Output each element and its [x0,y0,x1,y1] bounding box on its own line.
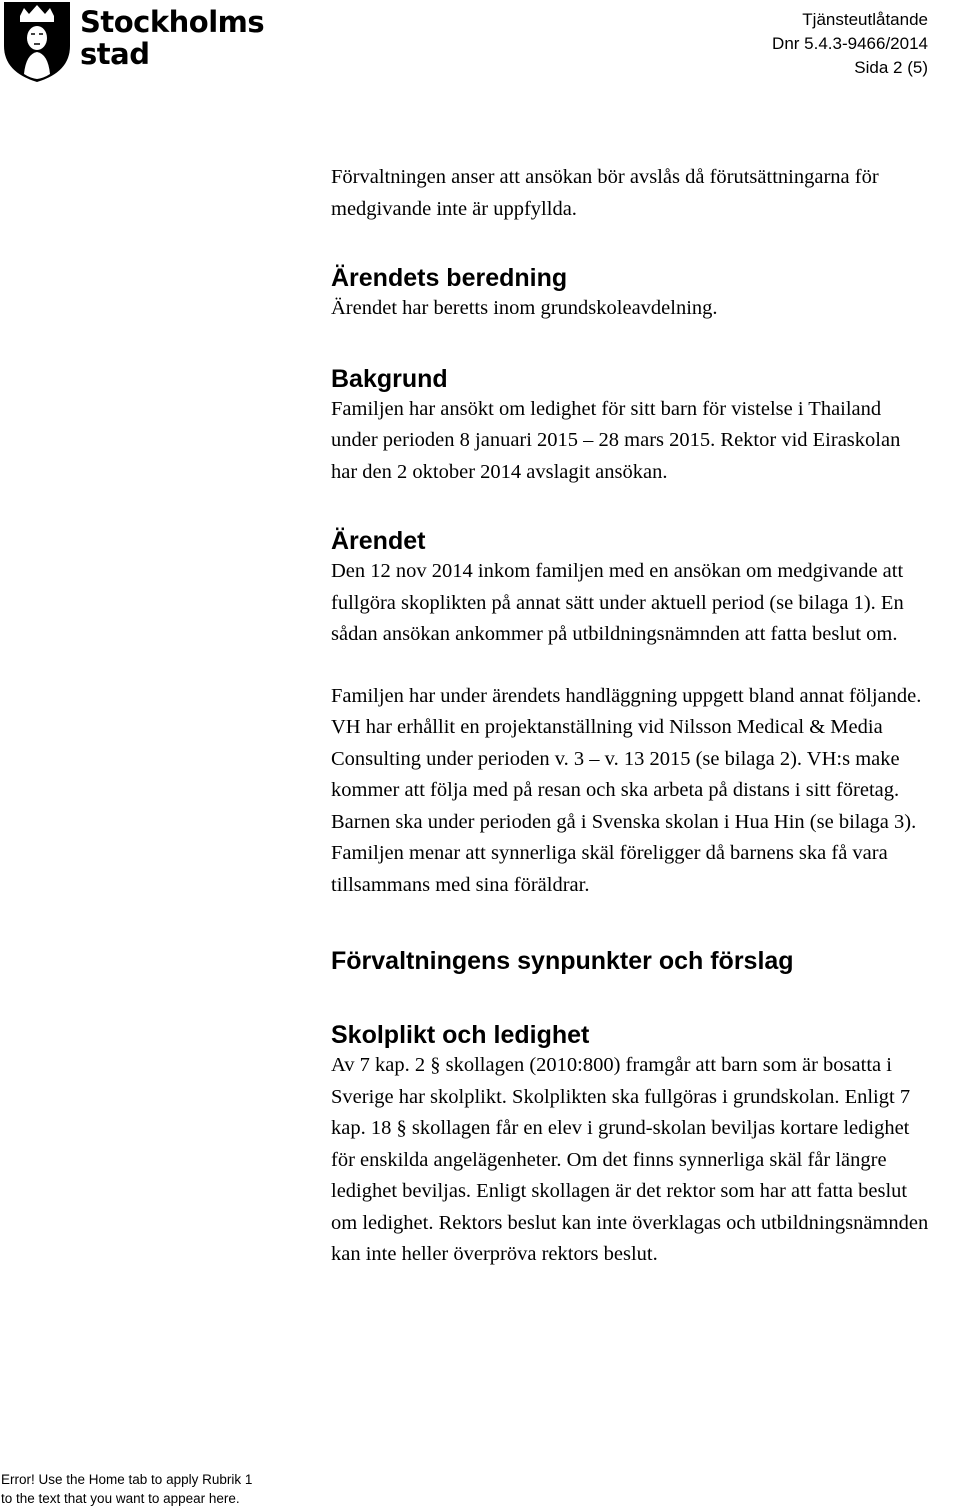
doc-type: Tjänsteutlåtande [802,10,928,29]
stockholms-stad-logo [0,0,265,84]
paragraph-bakgrund: Familjen har ansökt om ledighet för sitt barn för vistelse i Thailand under perioden 8 januari 2015 – 28 mars 2015. Rektor vid Eiraskolan har den 2 oktober 2014 avslagit ansökan. [331,397,901,483]
footer-line-2: to the text that you want to appear here. [1,1491,240,1506]
logo-word-2: stad [80,37,150,71]
logo-word-1: Stockholms [80,5,265,39]
crown-shield-icon [0,0,74,84]
logo-wordmark [80,6,264,70]
page-number: Sida 2 (5) [854,58,928,77]
paragraph-beredning: Ärendet har beretts inom grundskoleavdelning. [331,297,718,319]
main-heading: Förvaltningens synpunkter och förslag [331,947,794,975]
subsection-paragraph: Av 7 kap. 2 § skollagen (2010:800) framgår att barn som är bosatta i Sverige har skolplikt. Skolplikten ska fullgöras i grundskolan. Enligt 7 kap. 18 § skollagen får en elev i grund-skolan beviljas kortare ledighet för enskilda angelägenheter. Om det finns synnerliga skäl får längre ledighet beviljas. Enligt skollagen är det rektor som har att fatta beslut om ledighet. Rektors beslut kan inte överklagas och utbildningsnämnden kan inte heller överpröva rektors beslut. [331,1054,929,1265]
doc-number: Dnr 5.4.3-9466/2014 [772,34,928,53]
intro-paragraph: Förvaltningen anser att ansökan bör avslås då förutsättningarna för medgivande inte är uppfyllda. [331,166,879,220]
section-heading-bakgrund: Bakgrund [331,364,448,393]
footer-line-1: Error! Use the Home tab to apply Rubrik 1 [1,1472,253,1487]
section-heading-beredning: Ärendets beredning [331,264,568,292]
document-body [331,162,931,1271]
paragraph-arendet-1: Den 12 nov 2014 inkom familjen med en ansökan om medgivande att fullgöra skoplikten på annat sätt under aktuell period (se bilaga 1). En sådan ansökan ankommer på utbildningsnämnden att fatta beslut om. [331,560,904,645]
page-footer [1,1470,252,1508]
paragraph-arendet-2: Familjen har under ärendets handläggning uppgett bland annat följande. VH har erhållit en projektanställning vid Nilsson Medical & Media Consulting under perioden v. 3 – v. 13 2015 (se bilaga 2). VH:s make kommer att följa med på resan och ska arbeta på distans i sitt företag. Barnen ska under perioden gå i Svenska skolan i Hua Hin (se bilaga 3). Familjen menar att synnerliga skäl föreligger då barnens ska få vara tillsammans med sina föräldrar. [331,684,922,896]
document-meta [772,8,928,80]
subsection-heading: Skolplikt och ledighet [331,1021,590,1049]
section-heading-arendet: Ärendet [331,527,426,555]
